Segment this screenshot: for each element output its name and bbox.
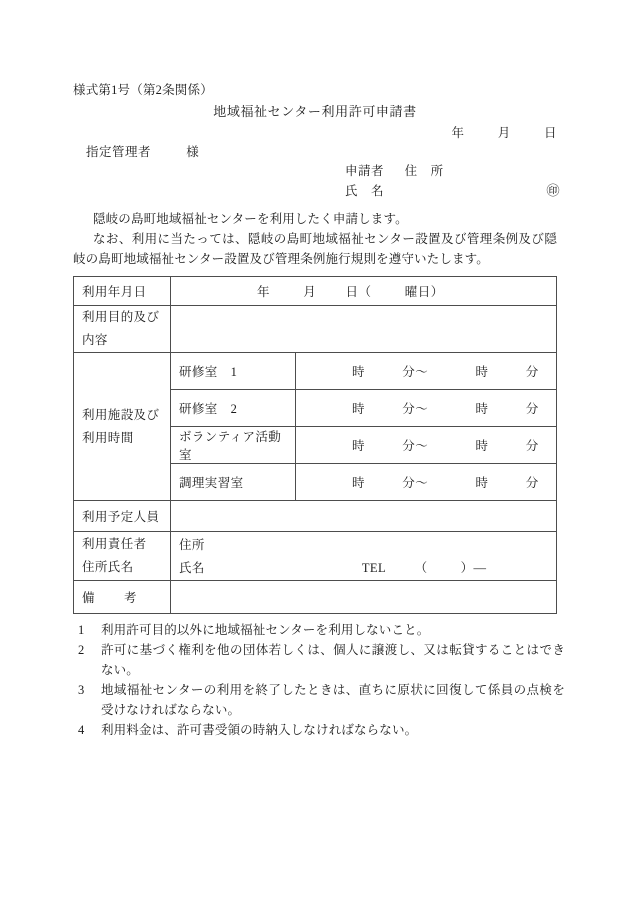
- facility-time-volunteer-room[interactable]: [296, 427, 557, 464]
- table-row-responsible-person: [74, 532, 557, 581]
- responsible-tel-close-paren: ）—: [460, 561, 487, 575]
- responsible-address-line: [179, 534, 548, 557]
- time-start-hour-label: 時: [352, 365, 366, 379]
- time-start-hour-label: 時: [352, 439, 366, 453]
- time-end-minute-label: 分: [525, 439, 539, 453]
- applicant-name-row: [345, 181, 560, 201]
- time-start-hour-label: 時: [352, 476, 366, 490]
- page-title: 地域福祉センター利用許可申請書: [213, 104, 417, 119]
- row-label-headcount: 利用予定人員: [74, 501, 171, 532]
- row-value-remarks[interactable]: [171, 581, 557, 614]
- addressee-honorific: 様: [186, 145, 200, 159]
- use-date-weekday-label: 曜日）: [404, 285, 444, 299]
- row-label-responsible-line1: 利用責任者: [82, 537, 147, 551]
- time-end-minute-label: 分: [525, 365, 539, 379]
- date-month-label: 月: [497, 126, 511, 140]
- responsible-tel-label: TEL: [361, 561, 386, 575]
- time-start-minute-label: 分〜: [402, 439, 429, 453]
- responsible-tel-open-paren: （: [414, 561, 428, 575]
- applicant-block: [345, 161, 560, 201]
- row-label-facility-line2: 利用時間: [82, 430, 134, 445]
- row-value-headcount[interactable]: [171, 501, 557, 532]
- table-row-purpose: [74, 306, 557, 353]
- notes-list: [73, 620, 565, 740]
- applicant-address-label: 住 所: [404, 164, 444, 178]
- body-paragraph-1: 隠岐の島町地域福祉センターを利用したく申請します。: [93, 212, 408, 226]
- row-value-purpose[interactable]: [171, 306, 557, 353]
- applicant-name-label: 氏 名: [345, 184, 385, 198]
- list-item: [73, 680, 565, 720]
- note-number: 2: [78, 643, 85, 657]
- list-item: [73, 620, 565, 640]
- responsible-name-label: 氏名: [179, 561, 205, 575]
- facility-name-cooking-room: 調理実習室: [171, 464, 296, 501]
- table-row-headcount: [74, 501, 557, 532]
- list-item: [73, 720, 565, 740]
- facility-name-training-room-1: 研修室 1: [171, 353, 296, 390]
- row-label-purpose: [74, 306, 171, 353]
- addressee-name: 指定管理者: [86, 145, 152, 159]
- row-label-remarks-part2: 考: [123, 591, 137, 605]
- use-date-day-label: 日（: [345, 285, 372, 299]
- row-label-use-date: 利用年月日: [74, 277, 171, 306]
- responsible-address-label: 住所: [179, 538, 205, 552]
- applicant-label: 申請者: [345, 164, 385, 178]
- date-line: [451, 123, 557, 141]
- responsible-name-tel-line: [179, 557, 548, 580]
- application-form-table: [73, 276, 557, 614]
- seal-stamp-icon: ㊞: [546, 183, 560, 198]
- facility-time-cooking-room[interactable]: [296, 464, 557, 501]
- facility-time-training-room-2[interactable]: [296, 390, 557, 427]
- time-end-hour-label: 時: [475, 365, 489, 379]
- table-row-use-date: [74, 277, 557, 306]
- row-label-responsible-person: [74, 532, 171, 581]
- time-start-hour-label: 時: [352, 402, 366, 416]
- use-date-year-label: 年: [257, 285, 271, 299]
- row-label-remarks-part1: 備: [82, 591, 95, 605]
- facility-name-training-room-2: 研修室 2: [171, 390, 296, 427]
- note-text: 利用料金は、許可書受領の時納入しなければならない。: [101, 723, 418, 737]
- applicant-address-row: [345, 161, 560, 181]
- note-text: 地域福祉センターの利用を終了したときは、直ちに原状に回復して係員の点検を受けなければならない。: [101, 683, 565, 717]
- note-number: 3: [78, 683, 85, 697]
- time-end-minute-label: 分: [525, 402, 539, 416]
- row-label-facility: [74, 353, 171, 501]
- facility-name-volunteer-room: ボランティア活動室: [171, 427, 296, 464]
- time-end-hour-label: 時: [475, 476, 489, 490]
- row-label-purpose-line2: 内容: [82, 333, 108, 347]
- time-start-minute-label: 分〜: [402, 476, 429, 490]
- note-text: 利用許可目的以外に地域福祉センターを利用しないこと。: [101, 623, 430, 637]
- table-row-remarks: [74, 581, 557, 614]
- row-label-facility-line1: 利用施設及び: [82, 407, 160, 422]
- time-start-minute-label: 分〜: [402, 402, 429, 416]
- table-row-facility-1: [74, 353, 557, 390]
- facility-time-training-room-1[interactable]: [296, 353, 557, 390]
- form-code: 様式第1号（第2条関係）: [73, 83, 213, 97]
- note-number: 4: [78, 723, 85, 737]
- body-paragraph-2: なお、利用に当たっては、隠岐の島町地域福祉センター設置及び管理条例及び隠岐の島町地域福祉センター設置及び管理条例施行規則を遵守いたします。: [73, 232, 557, 266]
- row-label-responsible-line2: 住所氏名: [82, 560, 134, 574]
- use-date-month-label: 月: [303, 285, 317, 299]
- date-day-label: 日: [543, 126, 557, 140]
- row-label-remarks: [74, 581, 171, 614]
- list-item: [73, 640, 565, 680]
- date-year-label: 年: [451, 126, 465, 140]
- time-end-hour-label: 時: [475, 439, 489, 453]
- time-start-minute-label: 分〜: [402, 365, 429, 379]
- row-value-responsible-person[interactable]: [171, 532, 557, 581]
- addressee: [86, 142, 199, 160]
- row-label-purpose-line1: 利用目的及び: [82, 310, 160, 324]
- row-value-use-date[interactable]: [171, 277, 557, 306]
- time-end-minute-label: 分: [525, 476, 539, 490]
- note-number: 1: [78, 623, 85, 637]
- note-text: 許可に基づく権利を他の団体若しくは、個人に譲渡し、又は転貸することはできない。: [101, 643, 565, 677]
- time-end-hour-label: 時: [475, 402, 489, 416]
